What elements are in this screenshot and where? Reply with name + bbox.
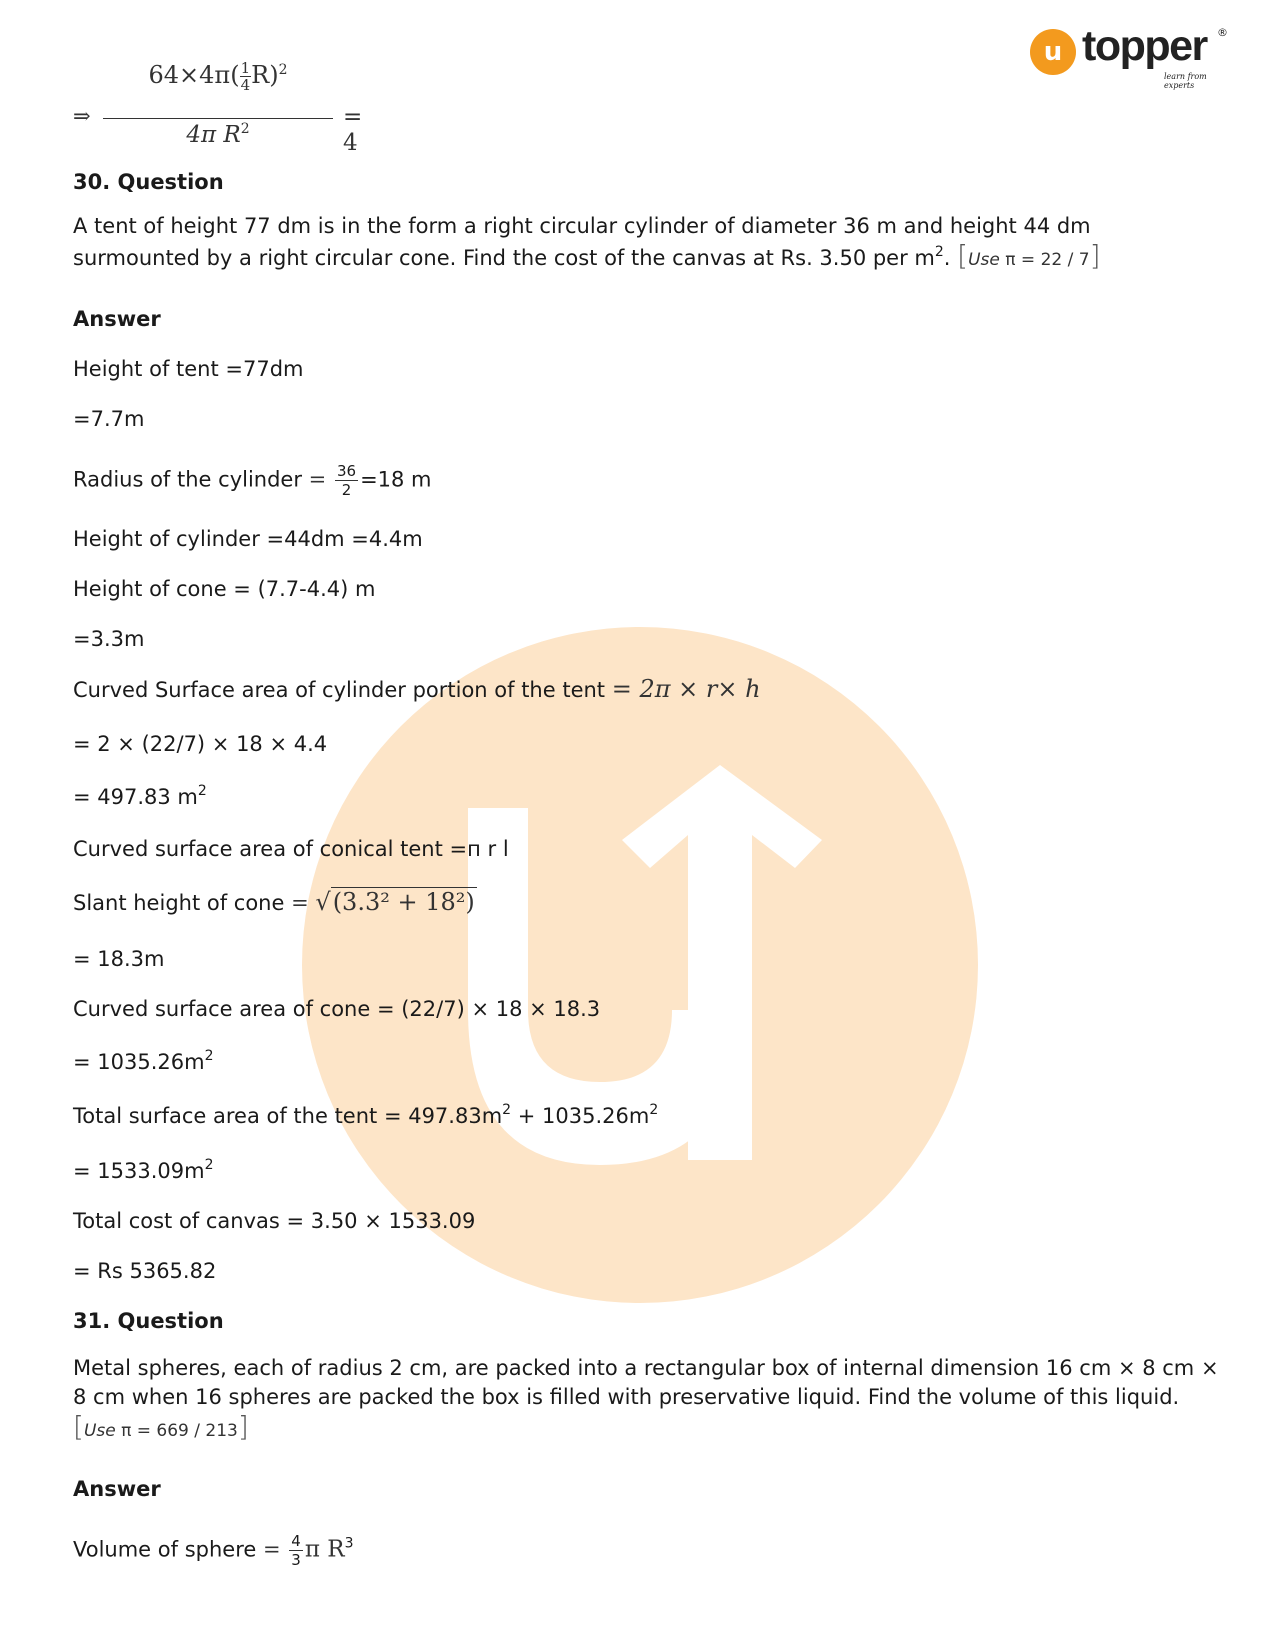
answer-line: = $1533.09m^2$ — [73, 1157, 214, 1183]
answer-line: Height of tent =77dm — [73, 357, 304, 381]
question-30-answer-heading: Answer — [73, 307, 161, 331]
answer-line: Total cost of canvas = 3.50 × 1533.09 — [73, 1209, 476, 1233]
answer-line: Slant height of cone = √(3.3² + 18²) — [73, 888, 475, 916]
answer-line: Total surface area of the tent = $497.83m^2 + 1035.26m^2$ — [73, 1102, 659, 1128]
logo-wordmark: topper — [1082, 22, 1207, 70]
answer-line: = 18.3m — [73, 947, 165, 971]
answer-line: Radius of the cylinder = $\frac{36}{2}$ =18 m — [73, 462, 432, 499]
question-30-heading: 30. Question — [73, 170, 224, 194]
implies-arrow: ⇒ — [73, 104, 91, 128]
fraction-numerator: 64×4π( $\frac{1}{4}$ R)$^2$ — [148, 59, 288, 94]
logo-tagline: learn from experts — [1164, 72, 1207, 90]
topper-logo[interactable] — [1030, 24, 1230, 94]
equation-result: = 4 — [343, 104, 363, 156]
answer-line: Height of cylinder =44dm =4.4m — [73, 527, 423, 551]
answer-line: =7.7m — [73, 407, 145, 431]
answer-line: Curved Surface area of cylinder portion of the tent = 2π × r× h — [73, 675, 761, 703]
answer-line: =3.3m — [73, 627, 145, 651]
answer-line: = $1035.26m^2$ — [73, 1048, 214, 1074]
registered-mark: ® — [1217, 26, 1228, 39]
answer-line: = 497.83 $m^2$ — [73, 783, 207, 809]
answer-line: = 2 × (22/7) × 18 × 4.4 — [73, 732, 328, 756]
question-31-answer-heading: Answer — [73, 1477, 161, 1501]
answer-line: Curved surface area of conical tent =п r l — [73, 837, 509, 861]
question-30-text: A tent of height 77 dm is in the form a right circular cylinder of diameter 36 m and height 44 dm surmounted by a right circular cone. Find the cost of the canvas at Rs. 3.50 per $m^2$. [Use π = 22 / 7] — [73, 214, 1101, 272]
question-31-text: Metal spheres, each of radius 2 cm, are packed into a rectangular box of internal dimension 16 cm × 8 cm × 8 cm when 16 spheres are packed the box is filled with preservative liquid. Find the volume of this liquid. [Use π = 669 / 213] — [73, 1356, 1219, 1443]
answer-line: Height of cone = (7.7-4.4) m — [73, 577, 376, 601]
logo-u-icon: u — [1030, 29, 1076, 75]
fraction-denominator: 4π $R^2$ — [186, 121, 250, 148]
answer-line: = Rs 5365.82 — [73, 1259, 217, 1283]
answer-line: Curved surface area of cone = (22/7) × 18 × 18.3 — [73, 997, 601, 1021]
answer-line: Volume of sphere = $\frac{4}{3}$ π $R^3$ — [73, 1532, 354, 1569]
question-31-heading: 31. Question — [73, 1309, 224, 1333]
